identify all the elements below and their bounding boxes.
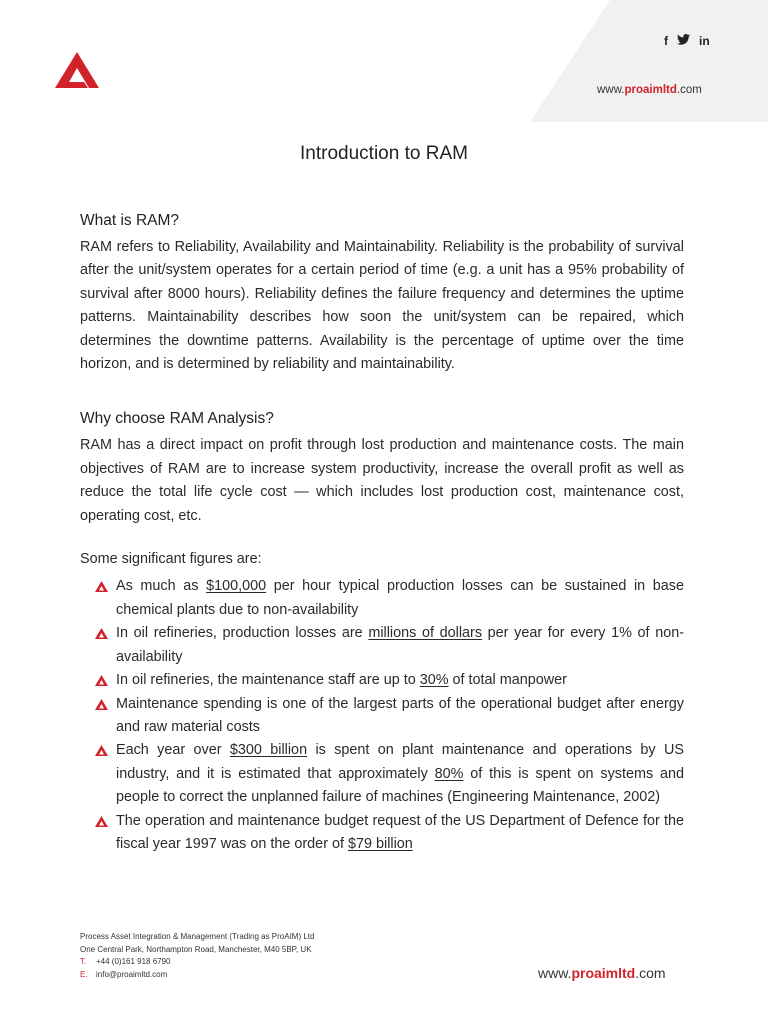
list-item: Maintenance spending is one of the largest parts of the operational budget after energy and raw material costs — [80, 693, 684, 740]
list-item: The operation and maintenance budget request of the US Department of Defence for the fiscal year 1997 was on the order of $79 billion — [80, 810, 684, 857]
list-item: As much as $100,000 per hour typical production losses can be sustained in base chemical plants due to non-availability — [80, 575, 684, 622]
website-link-bottom[interactable]: www.proaimltd.com — [538, 965, 666, 981]
twitter-icon[interactable] — [677, 34, 690, 48]
list-item: In oil refineries, production losses are millions of dollars per year for every 1% of non-availability — [80, 622, 684, 669]
bullet-triangle-icon — [95, 745, 108, 756]
footer-contact — [80, 931, 314, 981]
footer-email[interactable]: E. info@proaimltd.com — [80, 969, 168, 979]
section-body-why-ram: RAM has a direct impact on profit through lost production and maintenance costs. The main objectives of RAM are to increase system productivity, increase the overall profit as well as reduce the total life cycle cost — which includes lost production cost, maintenance cost, operating cost, etc. — [80, 437, 684, 524]
footer-address: One Central Park, Northampton Road, Manchester, M40 5BP, UK — [80, 944, 312, 954]
bullet-triangle-icon — [95, 675, 108, 686]
social-links — [664, 34, 710, 48]
list-item: In oil refineries, the maintenance staff are up to 30% of total manpower — [80, 669, 684, 692]
linkedin-icon[interactable]: in — [699, 34, 710, 48]
footer-phone: T. +44 (0)161 918 6790 — [80, 957, 171, 966]
figures-list — [80, 575, 684, 856]
section-heading-what-is-ram: What is RAM? — [80, 212, 180, 229]
bullet-triangle-icon — [95, 628, 108, 639]
section-heading-why-ram: Why choose RAM Analysis? — [80, 410, 274, 428]
section-body-what-is-ram: RAM refers to Reliability, Availability and Maintainability. Reliability is the probability of survival after the unit/system operates for a certain period of time (e.g. a unit has a 95% probability of survival after 8000 hours). Reliability defines the failure frequency and determines the uptime patterns. Maintainability describes how soon the unit/system can be repaired, which determines the downtime patterns. Availability is the percentage of uptime over the time horizon, and is determined by reliability and maintainability. — [80, 239, 684, 373]
website-link-top[interactable]: www.proaimltd.com — [597, 84, 702, 96]
document-body — [80, 210, 684, 856]
figures-intro: Some significant figures are: — [80, 551, 262, 568]
bullet-triangle-icon — [95, 699, 108, 710]
footer-company: Process Asset Integration & Management (Trading as ProAIM) Ltd — [80, 932, 315, 941]
bullet-triangle-icon — [95, 816, 108, 827]
proaim-logo — [55, 52, 99, 88]
list-item: Each year over $300 billion is spent on plant maintenance and operations by US industry, and it is estimated that approximately 80% of this is spent on systems and people to correct the unplanned failure of machines (Engineering Maintenance, 2002) — [80, 739, 684, 809]
page-title: Introduction to RAM — [300, 143, 468, 164]
facebook-icon[interactable]: f — [664, 34, 668, 48]
header-corner-panel — [530, 0, 768, 122]
bullet-triangle-icon — [95, 581, 108, 592]
